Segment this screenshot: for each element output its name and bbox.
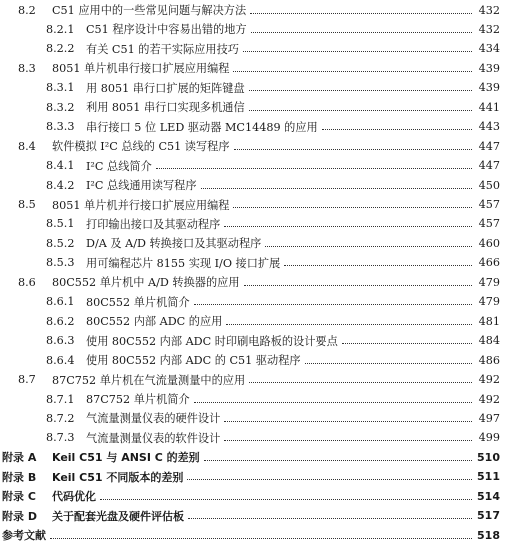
toc-title: 80C552 单片机中 A/D 转换器的应用 — [52, 276, 240, 290]
toc-leader-dots — [251, 32, 472, 33]
toc-appendix-entry — [2, 467, 500, 487]
toc-number: 8.2 — [18, 3, 36, 17]
toc-number: 8.3.3 — [46, 120, 75, 134]
toc-leader-dots — [194, 402, 472, 403]
toc-page-number: 439 — [478, 81, 500, 95]
toc-subsection-entry — [46, 389, 500, 409]
toc-number: 8.6.2 — [46, 314, 75, 328]
toc-page-number: 518 — [477, 528, 500, 542]
toc-page-number: 484 — [478, 334, 500, 348]
toc-leader-dots — [249, 110, 472, 111]
toc-page-number: 514 — [477, 489, 500, 503]
toc-leader-dots — [201, 188, 472, 189]
toc-leader-dots — [226, 324, 472, 325]
toc-leader-dots — [100, 499, 472, 500]
toc-leader-dots — [322, 129, 472, 130]
toc-leader-dots — [342, 343, 472, 344]
toc-subsection-entry — [46, 428, 500, 448]
toc-subsection-entry — [46, 39, 500, 59]
toc-page-number: 457 — [478, 217, 500, 231]
toc-leader-dots — [250, 13, 472, 14]
toc-number: 8.5 — [18, 198, 36, 211]
toc-page-number: 434 — [478, 42, 500, 56]
toc-title: 串行接口 5 位 LED 驱动器 MC14489 的应用 — [86, 120, 318, 134]
toc-number: 8.3 — [18, 61, 36, 75]
toc-leader-dots — [204, 460, 472, 461]
toc-number: 附录 B — [2, 470, 37, 484]
toc-leader-dots — [188, 518, 472, 519]
toc-number: 附录 C — [2, 490, 36, 504]
toc-number: 8.2.2 — [46, 42, 75, 56]
toc-subsection-entry — [46, 408, 500, 428]
toc-title: 关于配套光盘及硬件评估板 — [52, 509, 184, 523]
toc-leader-dots — [243, 51, 472, 52]
toc-page-number: 432 — [478, 22, 500, 36]
toc-page-number: 466 — [478, 256, 500, 270]
toc-subsection-entry — [46, 253, 500, 273]
toc-leader-dots — [234, 149, 472, 150]
toc-page-number: 439 — [478, 61, 500, 75]
toc-section-entry — [18, 370, 500, 390]
toc-leader-dots — [194, 304, 472, 305]
toc-number: 8.7.1 — [46, 392, 75, 406]
toc-number: 8.6.3 — [46, 334, 75, 348]
toc-subsection-entry — [46, 117, 500, 137]
toc-section-entry — [18, 195, 500, 215]
toc-subsection-entry — [46, 350, 500, 370]
toc-title: 参考文献 — [2, 529, 46, 543]
toc-page-number: 510 — [477, 450, 500, 464]
toc-leader-dots — [305, 363, 472, 364]
toc-title: 软件模拟 I²C 总线的 C51 读写程序 — [52, 140, 230, 154]
toc-leader-dots — [249, 90, 472, 91]
toc-page-number: 486 — [478, 353, 500, 367]
toc-subsection-entry — [46, 331, 500, 351]
toc-leader-dots — [233, 71, 472, 72]
toc-title: 用可编程芯片 8155 实现 I/O 接口扩展 — [86, 256, 281, 270]
toc-subsection-entry — [46, 97, 500, 117]
toc-title: 87C752 单片机简介 — [86, 393, 190, 406]
toc-page-number: 443 — [478, 120, 500, 134]
toc-number: 8.7.3 — [46, 431, 75, 445]
toc-title: D/A 及 A/D 转换接口及其驱动程序 — [86, 237, 262, 251]
toc-section-entry — [18, 272, 500, 292]
toc-leader-dots — [265, 246, 472, 247]
toc-number: 附录 A — [2, 451, 37, 465]
toc-page-number: 481 — [478, 314, 500, 328]
toc-title: 8051 单片机并行接口扩展应用编程 — [52, 198, 230, 212]
toc-title: 80C552 内部 ADC 的应用 — [86, 315, 223, 329]
toc-title: I²C 总线简介 — [86, 159, 152, 173]
toc-subsection-entry — [46, 311, 500, 331]
toc-title: 有关 C51 的若干实际应用技巧 — [86, 42, 239, 56]
toc-section-entry — [18, 136, 500, 156]
toc-number: 附录 D — [2, 509, 37, 523]
toc-title: C51 程序设计中容易出错的地方 — [86, 23, 247, 37]
toc-number: 8.6 — [18, 275, 36, 289]
toc-appendix-entry — [2, 525, 500, 545]
toc-title: 利用 8051 串行口实现多机通信 — [86, 101, 245, 115]
toc-title: 8051 单片机串行接口扩展应用编程 — [52, 62, 230, 76]
toc-number: 8.6.1 — [46, 295, 75, 309]
toc-page-number: 479 — [478, 295, 500, 309]
toc-title: 使用 80C552 内部 ADC 时印刷电路板的设计要点 — [86, 334, 338, 348]
toc-appendix-entry — [2, 506, 500, 526]
toc-number: 8.5.1 — [46, 217, 75, 231]
toc-leader-dots — [224, 226, 472, 227]
toc-leader-dots — [156, 168, 472, 169]
toc-subsection-entry — [46, 175, 500, 195]
toc-page-number: 492 — [478, 373, 500, 387]
toc-page-number: 497 — [478, 411, 500, 425]
toc-subsection-entry — [46, 19, 500, 39]
toc-appendix-entry — [2, 486, 500, 506]
toc-title: 气流量测量仪表的硬件设计 — [86, 412, 221, 426]
toc-number: 8.7 — [18, 373, 36, 387]
toc-title: 代码优化 — [52, 490, 96, 504]
toc-number: 8.2.1 — [46, 22, 75, 36]
toc-leader-dots — [50, 538, 472, 539]
toc-page-number: 432 — [478, 3, 500, 17]
toc-title: 使用 80C552 内部 ADC 的 C51 驱动程序 — [86, 354, 301, 368]
toc-number: 8.5.3 — [46, 256, 75, 270]
toc-title: Keil C51 不同版本的差别 — [52, 470, 184, 484]
toc-number: 8.4.1 — [46, 159, 75, 173]
toc-number: 8.3.1 — [46, 81, 75, 95]
toc-leader-dots — [249, 382, 472, 383]
toc-section-entry — [18, 0, 500, 20]
toc-page-number: 492 — [478, 392, 500, 406]
toc-subsection-entry — [46, 292, 500, 312]
toc-number: 8.4.2 — [46, 178, 75, 192]
toc-title: 87C752 单片机在气流量测量中的应用 — [52, 373, 246, 387]
toc-leader-dots — [284, 265, 472, 266]
toc-page-number: 517 — [477, 509, 500, 523]
toc-leader-dots — [224, 421, 472, 422]
toc-subsection-entry — [46, 78, 500, 98]
toc-subsection-entry — [46, 214, 500, 234]
toc-subsection-entry — [46, 156, 500, 176]
toc-leader-dots — [233, 207, 472, 208]
toc-page-number: 457 — [478, 198, 500, 211]
toc-page-number: 441 — [478, 100, 500, 114]
toc-number: 8.3.2 — [46, 100, 75, 114]
toc-number: 8.4 — [18, 139, 36, 153]
toc-title: I²C 总线通用读写程序 — [86, 179, 197, 193]
toc-appendix-entry — [2, 447, 500, 467]
toc-page-number: 447 — [478, 159, 500, 173]
toc-page-number: 511 — [477, 470, 500, 484]
toc-page-number: 460 — [478, 236, 500, 250]
toc-subsection-entry — [46, 233, 500, 253]
toc-leader-dots — [224, 440, 472, 441]
toc-title: 气流量测量仪表的软件设计 — [86, 431, 221, 445]
toc-title: Keil C51 与 ANSI C 的差别 — [52, 451, 200, 465]
toc-title: 打印输出接口及其驱动程序 — [86, 217, 221, 231]
toc-page-number: 499 — [478, 431, 500, 445]
toc-page-number: 450 — [478, 178, 500, 192]
toc-leader-dots — [244, 285, 472, 286]
toc-page-number: 479 — [478, 275, 500, 289]
toc-section-entry — [18, 58, 500, 78]
toc-title: 用 8051 串行口扩展的矩阵键盘 — [86, 81, 245, 95]
toc-leader-dots — [187, 479, 472, 480]
toc-title: 80C552 单片机简介 — [86, 295, 190, 309]
toc-number: 8.6.4 — [46, 353, 75, 367]
toc-number: 8.7.2 — [46, 411, 75, 425]
toc-number: 8.5.2 — [46, 236, 75, 250]
toc-page-number: 447 — [478, 139, 500, 153]
toc-title: C51 应用中的一些常见问题与解决方法 — [52, 4, 247, 17]
